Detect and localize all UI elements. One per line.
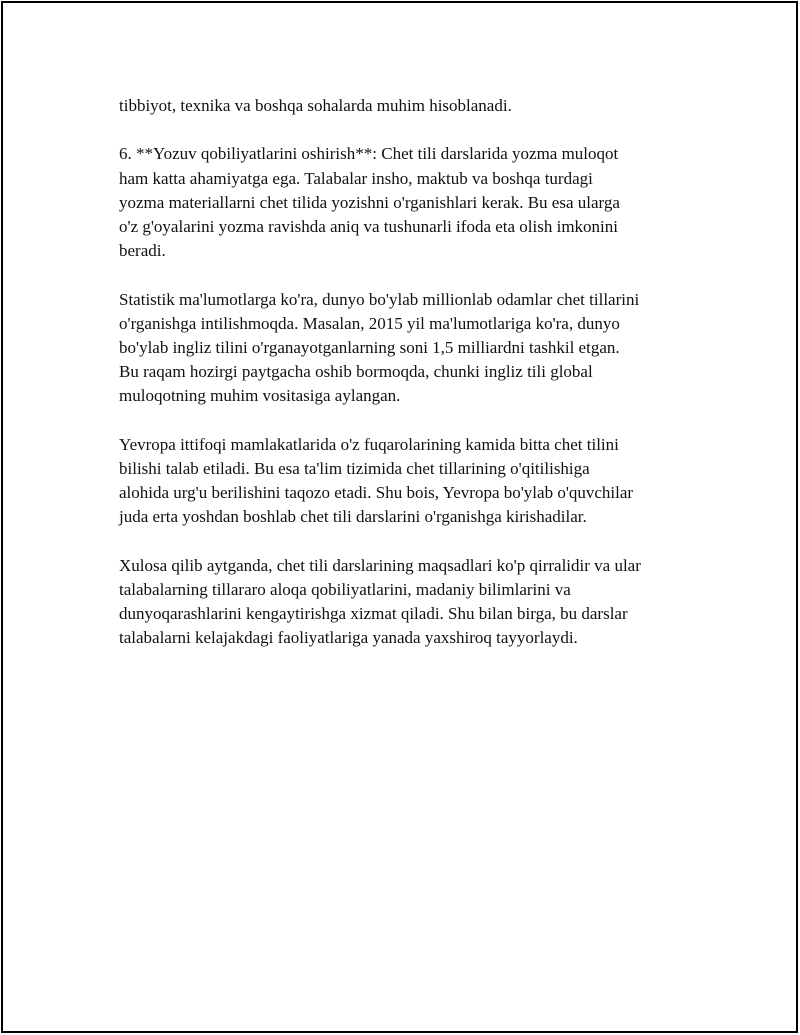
- paragraph-continuation: tibbiyot, texnika va boshqa sohalarda muhim hisoblanadi.: [119, 96, 512, 115]
- paragraph-statistics: Statistik ma'lumotlarga ko'ra, dunyo bo'ylab millionlab odamlar chet tillarini o'rganishga intilishmoqda. Masalan, 2015 yil ma'lumotlariga ko'ra, dunyo bo'ylab ingliz tilini o'rganayotganlarning soni 1,5 milliardni tashkil etgan. Bu raqam hozirgi paytgacha oshib bormoqda, chunki ingliz tili global muloqotning muhim vositasiga aylangan.: [119, 289, 640, 406]
- document-page: [1, 1, 798, 1033]
- paragraph-conclusion: Xulosa qilib aytganda, chet tili darslarining maqsadlari ko'p qirralidir va ular talabalarning tillararo aloqa qobiliyatlarini, madaniy bilimlarini va dunyoqarashlarini kengaytirishga xizmat qiladi. Shu bilan birga, bu darslar talabalarni kelajakdagi faoliyatlariga yanada yaxshiroq tayyorlaydi.: [119, 555, 641, 648]
- paragraph-european-union: Yevropa ittifoqi mamlakatlarida o'z fuqarolarining kamida bitta chet tilini bilishi talab etiladi. Bu esa ta'lim tizimida chet tillarining o'qitilishiga alohida urg'u berilishini taqozo etadi. Shu bois, Yevropa bo'ylab o'quvchilar juda erta yoshdan boshlab chet tili darslarini o'rganishga kirishadilar.: [119, 434, 634, 527]
- paragraph-writing-skills: 6. **Yozuv qobiliyatlarini oshirish**: Chet tili darslarida yozma muloqot ham katta ahamiyatga ega. Talabalar insho, maktub va boshqa turdagi yozma materiallarni chet tilida yozishni o'rganishlari kerak. Bu esa ularga o'z g'oyalarini yozma ravishda aniq va tushunarli ifoda eta olish imkonini beradi.: [119, 144, 620, 261]
- document-body: [119, 94, 689, 675]
